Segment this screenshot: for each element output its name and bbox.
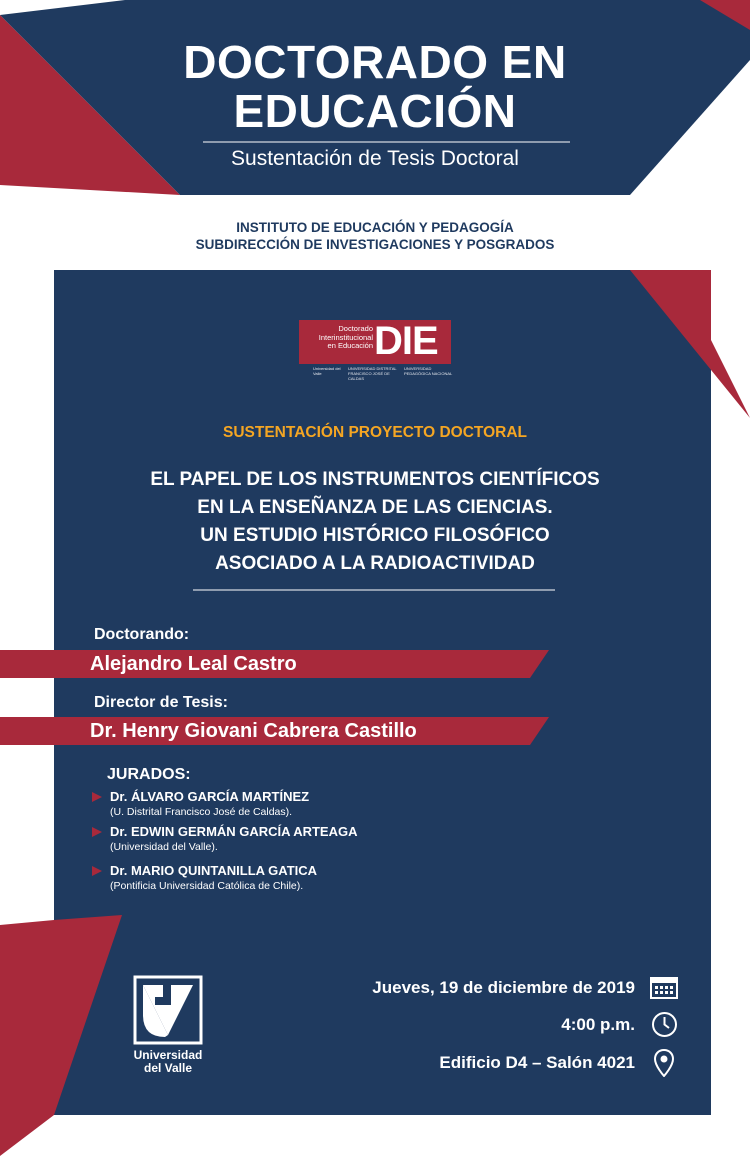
page-title-line1: DOCTORADO EN xyxy=(183,36,567,88)
event-type: SUSTENTACIÓN PROYECTO DOCTORAL xyxy=(223,424,527,441)
institute-line: INSTITUTO DE EDUCACIÓN Y PEDAGOGÍA xyxy=(236,220,514,235)
jurado-affiliation: (U. Distrital Francisco José de Caldas). xyxy=(110,806,293,818)
event-time: 4:00 p.m. xyxy=(561,1015,635,1034)
director-name: Dr. Henry Giovani Cabrera Castillo xyxy=(90,720,417,742)
subdirection-line: SUBDIRECCIÓN DE INVESTIGACIONES Y POSGRADOS xyxy=(195,237,555,252)
event-location: Edificio D4 – Salón 4021 xyxy=(439,1053,635,1072)
jurados-label: JURADOS: xyxy=(107,766,191,783)
jurado-name: Dr. EDWIN GERMÁN GARCÍA ARTEAGA xyxy=(110,824,358,839)
jurado-name: Dr. MARIO QUINTANILLA GATICA xyxy=(110,863,318,878)
bullet-triangle-icon xyxy=(92,827,102,837)
bullet-triangle-icon xyxy=(92,866,102,876)
die-partner-distrital: UNIVERSIDAD DISTRITAL FRANCISCO JOSÉ DE CALDAS xyxy=(348,366,397,381)
die-partner-pedagogica: UNIVERSIDAD PEDAGÓGICA NACIONAL xyxy=(404,366,453,376)
calendar-icon xyxy=(650,975,678,999)
die-logo-mark: DIE xyxy=(374,319,438,363)
bullet-triangle-icon xyxy=(92,792,102,802)
thesis-title: EL PAPEL DE LOS INSTRUMENTOS CIENTÍFICOS EN LA ENSEÑANZA DE LAS CIENCIAS. UN ESTUDIO HISTÓRICO FILOSÓFICO ASOCIADO A LA RADIOACTIVIDAD xyxy=(150,469,600,574)
clock-icon xyxy=(651,1011,678,1038)
doctorando-name: Alejandro Leal Castro xyxy=(90,653,297,675)
univalle-logo-text: Universidad del Valle xyxy=(133,1048,203,1075)
page-subtitle: Sustentación de Tesis Doctoral xyxy=(231,147,519,170)
jurado-affiliation: (Universidad del Valle). xyxy=(110,841,218,853)
die-logo-text: Doctorado Interinstitucional en Educación xyxy=(318,324,373,350)
event-date: Jueves, 19 de diciembre de 2019 xyxy=(372,978,635,997)
univalle-shield-icon xyxy=(133,975,203,1045)
doctorando-label: Doctorando: xyxy=(94,626,190,643)
jurado-name: Dr. ÁLVARO GARCÍA MARTÍNEZ xyxy=(110,789,310,804)
director-label: Director de Tesis: xyxy=(94,694,228,711)
page-title-line2: EDUCACIÓN xyxy=(233,85,517,137)
location-pin-icon xyxy=(654,1049,674,1077)
die-partner-univalle: Universidad del Valle xyxy=(313,366,341,376)
jurado-affiliation: (Pontificia Universidad Católica de Chile). xyxy=(110,880,304,892)
